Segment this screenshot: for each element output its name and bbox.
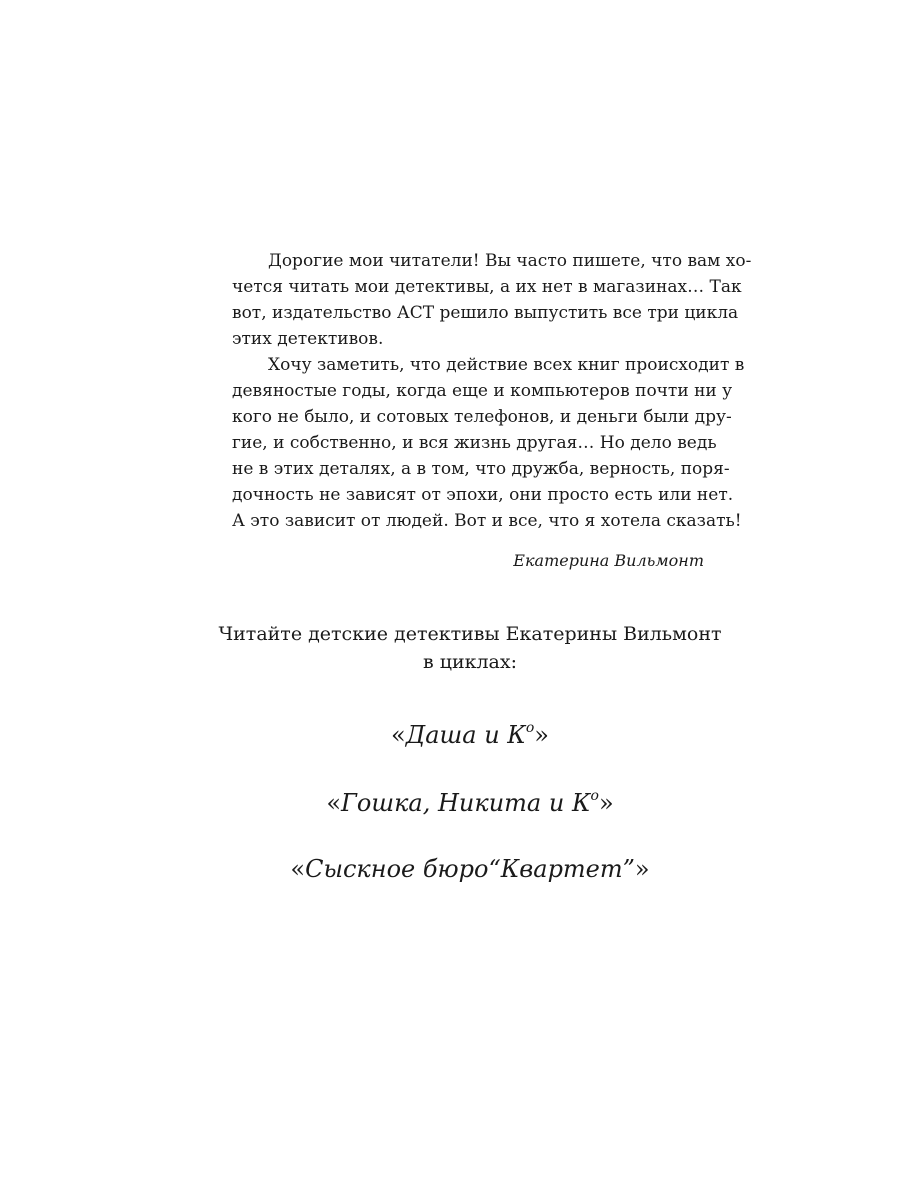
- open-quote: «: [290, 855, 306, 883]
- author-signature: Екатерина Вильмонт: [513, 551, 704, 570]
- text-line: гие, и собственно, и вся жизнь другая… Но дело ведь: [232, 433, 717, 453]
- close-quote: »: [598, 789, 614, 817]
- text-line: чется читать мои детективы, а их нет в магазинах… Так: [232, 277, 742, 297]
- text-line: не в этих деталях, а в том, что дружба, верность, поря-: [232, 459, 730, 479]
- text-line: девяностые годы, когда еще и компьютеров почти ни у: [232, 381, 733, 401]
- superscript-o: о: [525, 720, 535, 736]
- cycles-heading-line-2: в циклах:: [422, 651, 517, 673]
- close-quote: »: [534, 721, 549, 749]
- paragraph-1: [232, 248, 752, 352]
- open-quote: «: [391, 721, 406, 749]
- text-line: кого не было, и сотовых телефонов, и деньги были дру-: [232, 407, 732, 427]
- series-title-dasha: [200, 720, 740, 749]
- letter-text: [232, 248, 752, 534]
- series-title-goshka: [200, 788, 740, 817]
- series-title-kvartet: [200, 855, 740, 883]
- superscript-o: о: [590, 788, 599, 804]
- text-line: А это зависит от людей. Вот и все, что я хотела сказать!: [232, 511, 742, 531]
- series-title-text: Сыскное бюро“Квартет”: [305, 855, 635, 883]
- text-line: дочность не зависят от эпохи, они просто есть или нет.: [232, 485, 734, 505]
- series-title-text: Гошка, Никита и К: [341, 789, 591, 817]
- text-line: Дорогие мои читатели! Вы часто пишете, что вам хо-: [268, 251, 752, 271]
- close-quote: »: [634, 855, 650, 883]
- text-line: вот, издательство АСТ решило выпустить все три цикла: [232, 303, 739, 323]
- text-line: Хочу заметить, что действие всех книг происходит в: [268, 355, 745, 375]
- series-title-text: Даша и К: [405, 721, 526, 749]
- cycles-heading: [200, 620, 740, 676]
- open-quote: «: [326, 789, 342, 817]
- paragraph-2: [232, 352, 745, 534]
- text-line: этих детективов.: [232, 329, 384, 349]
- cycles-heading-line-1: Читайте детские детективы Екатерины Вильмонт: [218, 623, 722, 645]
